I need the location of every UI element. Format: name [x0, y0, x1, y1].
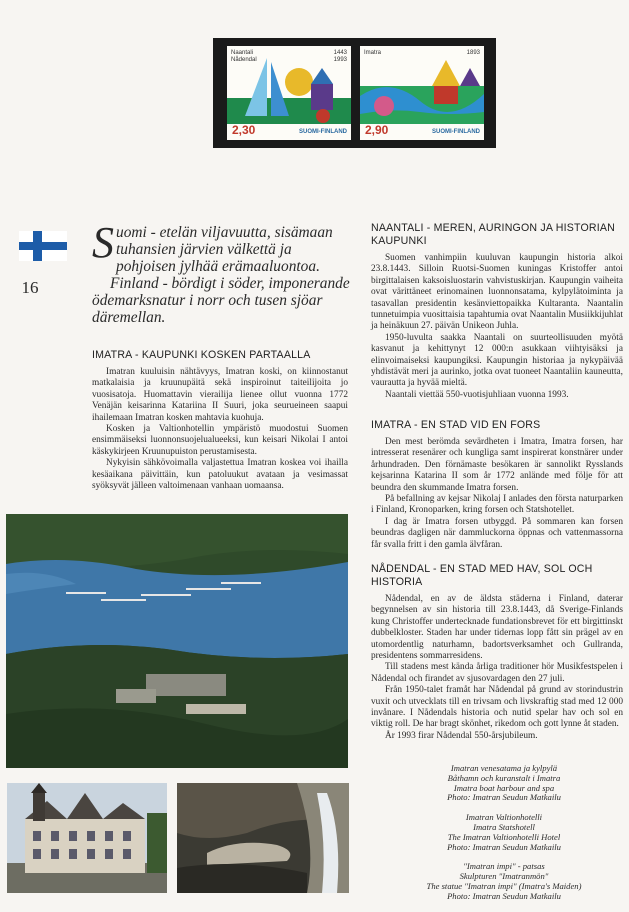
- paragraph: Naantali viettää 550-vuotisjuhliaan vuonna 1993.: [385, 389, 569, 400]
- caption-harbour: [420, 764, 588, 803]
- stamp-years: [467, 50, 480, 57]
- stamp-value: 2,30: [232, 123, 256, 137]
- finland-flag-icon: [19, 231, 67, 261]
- intro-finnish-text: uomi - etelän viljavuutta, sisämaan tuhansien järvien välkettä ja pohjoisen jylhää erämaaluontoa.: [116, 224, 333, 275]
- caption-line: Imatra Statshotell: [473, 821, 535, 832]
- paragraph: Nykyisin sähkövoimalla valjastettua Imatran koskea voi ihailla kesäaikana päivittäin, kun patoluukut avataan ja vesimassat syöksyvät jälleen valtoimenaan vanhaan uomaansa.: [92, 458, 348, 492]
- paragraph: Från 1950-talet framåt har Nådendal på grund av storindustrin vuxit och utvecklats till en trivsam och livskraftig stad med 12 000 invånare. I Nådendals historia och nutid spelar hav och sol en viktig roll. De har bragt skönhet, rikedom och gott lynne åt staden.: [371, 685, 623, 730]
- intro-finnish: [92, 218, 352, 275]
- paragraph: Imatran kuuluisin nähtävyys, Imatran koski, on kiinnostanut matkalaisia ja kruunupäitä sekä inspiroinut taiteilijoita jo vuosisatoja. Huomattavin vierailija lienee ollut vuonna 1772 Venäjän keisarinna Katariina II Suuri, joka seurueineen saapui ihailemaan Imatran kosken mahtavia kuohuja.: [92, 367, 348, 423]
- paragraph: Till stadens mest kända årliga traditioner hör Musikfestspelen i Nådendal och firandet av sjusovardagen den 27 juli.: [371, 662, 623, 684]
- stamp-caption-line: Imatra: [364, 50, 382, 56]
- caption-line: The Imatran Valtionhotelli Hotel: [447, 831, 561, 842]
- dropcap: S: [92, 218, 114, 267]
- caption-line: Imatran venesatama ja kylpylä: [450, 763, 558, 773]
- section-heading: IMATRA - KAUPUNKI KOSKEN PARTAALLA: [92, 349, 311, 361]
- paragraph: Kosken ja Valtionhotellin ympäristö muodostui Suomen ensimmäiseksi luonnonsuojelualueeksi, kun keisari Nikolai I antoi käskykirjeen Kruunupuiston perustamisesta.: [92, 424, 348, 457]
- imatra-sv-section: [371, 419, 623, 551]
- section-heading: IMATRA - EN STAD VID EN FORS: [371, 419, 541, 431]
- paragraph: Den mest berömda sevärdheten i Imatra, Imatra forsen, har intresserat resenärer och kungliga samt inspirerat konstnärer under århundraden. Den förnämaste besökaren är sannolikt Rysslands kejsarinna Katarina II som år 1772 anlände med följe för att beundra den skummande Imatra forsen.: [371, 437, 623, 493]
- section-heading: NAANTALI - MEREN, AURINGON JA HISTORIAN KAUPUNKI: [371, 222, 616, 247]
- paragraph: År 1993 firar Nådendal 550-årsjubileum.: [385, 730, 538, 741]
- paragraph: Suomen vanhimpiin kuuluvan kaupungin historia alkoi 23.8.1443. Silloin Ruotsi-Suomen kuningas Kristoffer antoi birgittalaisen kaksoisluostarin vahvistuskirjan. Kaupungin vaiheita ovat värittäneet erinomainen luonnonsatama, kylpylätoiminta ja tasavallan presidentin kesänviettopaikka Kultaranta. Naantalin tunnetuimpia vuosittaisia tapahtumia ovat Naantalin Musiikkijuhlat ja heinäkuun 27. päivän Unikeon Juhla.: [371, 253, 623, 332]
- caption-line: Imatran Valtionhotelli: [465, 812, 543, 823]
- caption-line: Photo: Imatran Seudun Matkailu: [447, 792, 561, 803]
- caption-statue: [420, 862, 588, 901]
- caption-line: "Imatran impi" - patsas: [463, 861, 545, 872]
- stamp-caption: [231, 50, 257, 64]
- naantali-fi-section: [371, 222, 623, 401]
- stamp-strip: [213, 38, 496, 148]
- photo-captions: [420, 764, 588, 912]
- nadendal-sv-section: [371, 563, 623, 742]
- section-heading: NÅDENDAL - EN STAD MED HAV, SOL OCH HISTORIA: [371, 563, 593, 588]
- caption-line: Photo: Imatran Seudun Matkailu: [447, 841, 561, 852]
- stamp-country: SUOMI-FINLAND: [432, 129, 480, 135]
- caption-line: Imatra boat harbour and spa: [453, 782, 555, 793]
- stamp-value: 2,90: [365, 123, 389, 137]
- stamp-caption: [364, 50, 381, 57]
- imatra-harbour-photo: [6, 514, 348, 768]
- imatra-fi-section: [92, 349, 348, 492]
- paragraph: På befallning av kejsar Nikolaj I anlades den första naturparken i Finland, Kronoparken, kring forsen och Statshotellet.: [371, 494, 623, 516]
- stamp-year: 1443: [333, 50, 347, 56]
- stamp-year: 1893: [466, 50, 480, 56]
- caption-line: Photo: Imatran Seudun Matkailu: [447, 890, 561, 901]
- valtionhotelli-photo: [7, 783, 167, 893]
- stamp-year: 1993: [333, 57, 347, 63]
- imatran-impi-statue-photo: [177, 783, 349, 893]
- imatra-stamp: [360, 46, 484, 140]
- paragraph: Nådendal, en av de äldsta städerna i Finland, daterar begynnelsen av sin historia till 23.8.1443, då Sverige-Finlands kung Christoffer undertecknade fundationsbrevet för ett birgittinskt dubbelkloster. Staden har under tidernas lopp fått sin prägel av en utomordentlig naturhamn, badortsverksamhet och Gullranda, presidentens sommarresidens.: [371, 594, 623, 662]
- caption-line: Båthamn och kuranstalt i Imatra: [447, 772, 561, 783]
- page-number: 16: [21, 278, 39, 297]
- caption-line: The statue "Imatran impi" (Imatra's Maiden): [426, 880, 582, 891]
- naantali-stamp: [227, 46, 351, 140]
- paragraph: I dag är Imatra forsen utbyggd. På sommaren kan forsen beundras dagligen när dammluckorna öppnas och vattenmassorna får svalla fritt i den gamla älvfåran.: [371, 516, 623, 550]
- stamp-caption-line: Naantali: [231, 50, 254, 56]
- intro-poem: [92, 218, 352, 326]
- caption-hotel: [420, 813, 588, 852]
- intro-swedish: Finland - bördigt i söder, imponerande ödemarksnatur i norr och tusen sjöar däremellan.: [92, 275, 350, 326]
- stamp-country: SUOMI-FINLAND: [299, 129, 347, 135]
- caption-line: Skulpturen "Imatranmön": [459, 871, 549, 882]
- stamp-caption-line: Nådendal: [231, 57, 257, 63]
- stamp-years: [334, 50, 347, 64]
- paragraph: 1950-luvulta saakka Naantali on suurteollisuuden myötä kasvanut ja kehittynyt 12 000:n asukkaan viihtyisäksi ja elinvoimaiseksi kaupungiksi. Kaupungin historiaa ja nykypäivää yhdistävät meri ja aurinko, jotka ovat tuoneet Naantaliin kauneutta, vaurautta ja hyvää mieltä.: [371, 332, 623, 389]
